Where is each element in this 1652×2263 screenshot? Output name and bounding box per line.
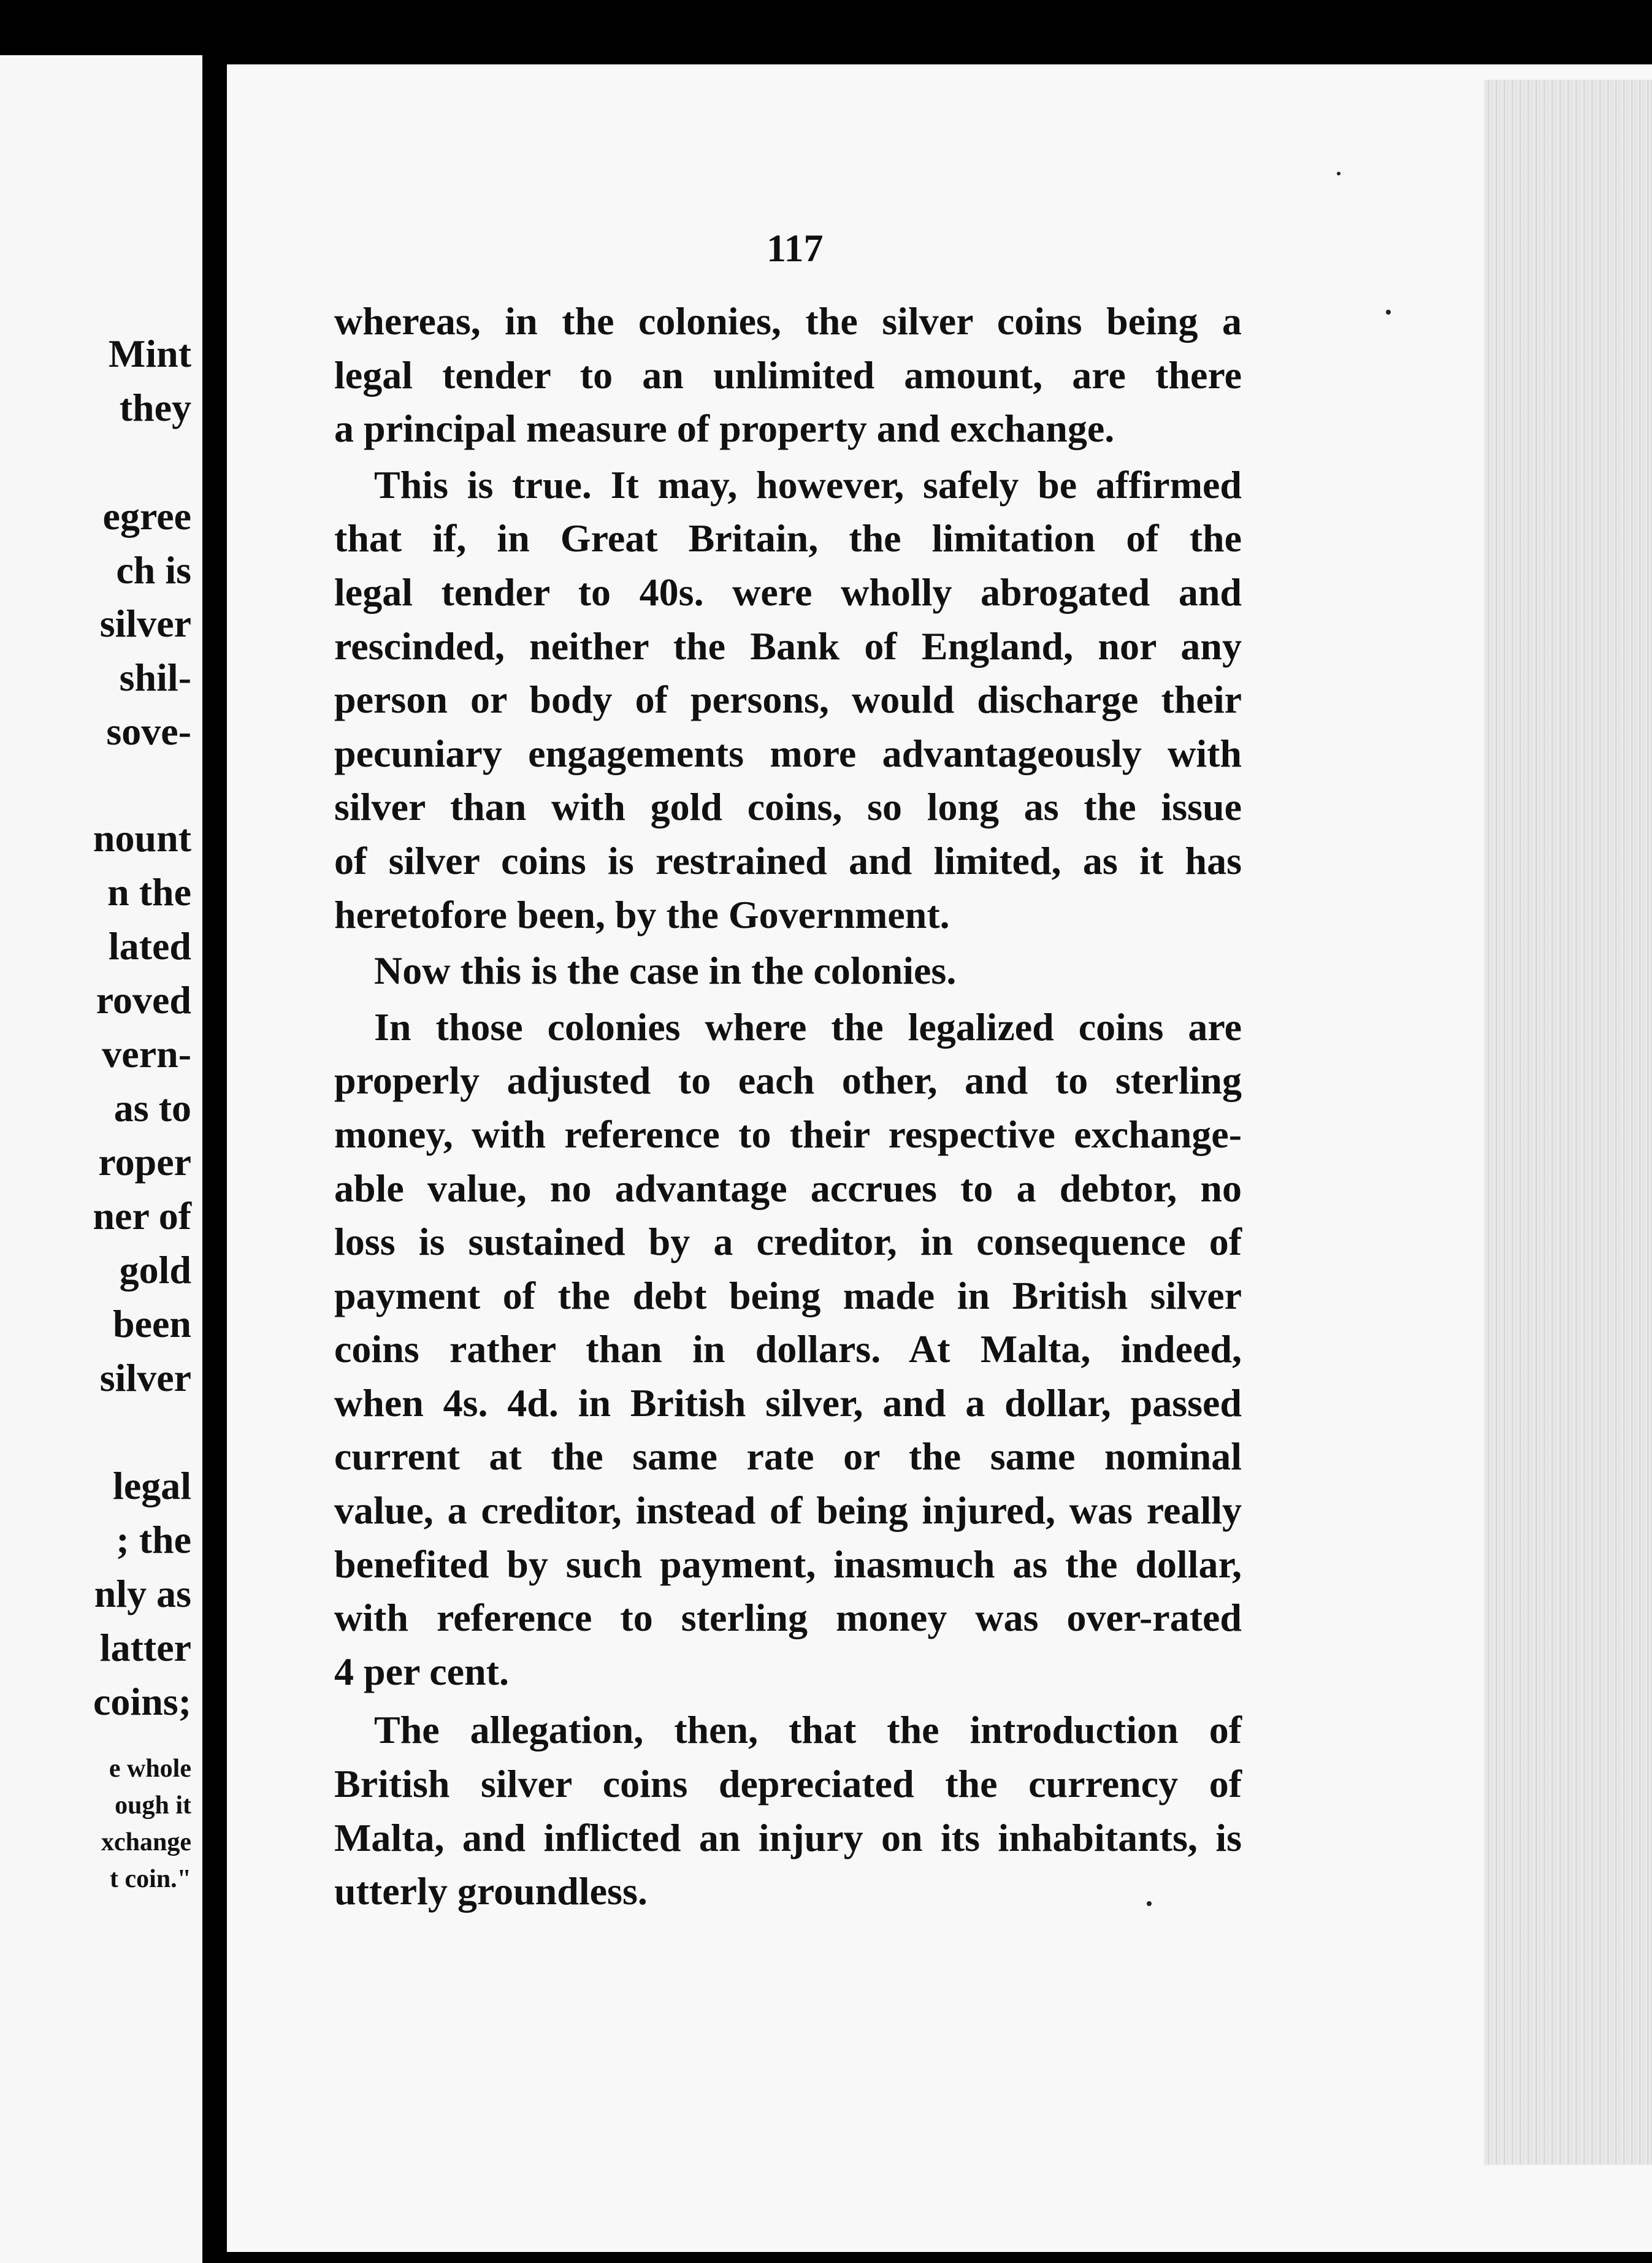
text-line: value, a creditor, instead of being injured, was really <box>334 1488 1242 1533</box>
text-line: loss is sustained by a creditor, in consequence of <box>334 1220 1242 1264</box>
text-line: with reference to sterling money was over-rated <box>334 1596 1242 1640</box>
text-line: The allegation, then, that the introduction of <box>374 1708 1242 1752</box>
text-line: Now this is the case in the colonies. <box>374 949 957 993</box>
page-edges <box>1484 80 1652 2165</box>
text-line: whereas, in the colonies, the silver coins being a <box>334 299 1242 343</box>
left-fragment: silver <box>99 1356 191 1400</box>
left-fragment: as to <box>113 1086 191 1130</box>
left-fragment: legal <box>113 1464 191 1507</box>
left-fragment: vern- <box>102 1032 191 1076</box>
left-fragment: ch is <box>116 548 191 592</box>
left-fragment: been <box>113 1302 191 1346</box>
left-fragment: roper <box>98 1140 191 1184</box>
left-fragment: nount <box>93 816 191 860</box>
text-line: pecuniary engagements more advantageously with <box>334 731 1242 775</box>
text-line: a principal measure of property and exchange. <box>334 407 1115 451</box>
paragraph <box>334 294 1242 456</box>
paper-speck <box>1337 172 1340 175</box>
text-line: Malta, and inflicted an injury on its inhabitants, is <box>334 1815 1242 1859</box>
text-line: British silver coins depreciated the currency of <box>334 1762 1242 1806</box>
left-fragment: lated <box>108 924 191 968</box>
left-fragment: egree <box>102 494 191 538</box>
text-line: In those colonies where the legalized coins are <box>374 1005 1242 1049</box>
text-line: able value, no advantage accrues to a debtor, no <box>334 1166 1242 1210</box>
left-fragment: sove- <box>106 710 191 753</box>
text-line: money, with reference to their respective exchange- <box>334 1112 1242 1156</box>
text-line: benefited by such payment, inasmuch as the dollar, <box>334 1542 1242 1586</box>
left-footnote-fragment: e whole <box>109 1755 191 1783</box>
book-gutter <box>202 55 227 2263</box>
paragraph <box>334 944 1242 998</box>
previous-page-fragment <box>0 55 202 2263</box>
left-fragment: ner of <box>93 1194 191 1238</box>
text-line: of silver coins is restrained and limited, as it has <box>334 838 1242 883</box>
text-line: rescinded, neither the Bank of England, nor any <box>334 624 1242 668</box>
paper-speck <box>1147 1901 1152 1906</box>
left-footnote-fragment: xchange <box>101 1828 191 1856</box>
left-fragment: ; the <box>116 1518 191 1561</box>
text-line: person or body of persons, would discharge their <box>334 678 1242 722</box>
text-line: properly adjusted to each other, and to sterling <box>334 1059 1242 1103</box>
left-fragment: latter <box>99 1626 191 1669</box>
text-line: that if, in Great Britain, the limitation of the <box>334 516 1242 561</box>
paper-speck <box>1386 310 1391 315</box>
left-footnote-fragment: ough it <box>115 1791 191 1820</box>
left-footnote-fragment: t coin." <box>110 1865 191 1893</box>
paragraph <box>334 1703 1242 1918</box>
left-fragment: roved <box>96 978 191 1022</box>
text-line: legal tender to an unlimited amount, are there <box>334 353 1242 397</box>
text-line: This is true. It may, however, safely be affirmed <box>374 462 1242 507</box>
text-line: utterly groundless. <box>334 1869 648 1913</box>
left-fragment: nly as <box>94 1572 191 1615</box>
text-line: 4 per cent. <box>334 1649 509 1693</box>
text-line: silver than with gold coins, so long as the issue <box>334 785 1242 829</box>
left-fragment: gold <box>119 1248 191 1292</box>
left-fragment: they <box>119 386 191 429</box>
page-number: 117 <box>767 226 824 270</box>
text-line: payment of the debt being made in British silver <box>334 1273 1242 1317</box>
text-line: heretofore been, by the Government. <box>334 892 950 936</box>
left-fragment: coins; <box>93 1680 191 1723</box>
left-fragment: silver <box>99 602 191 645</box>
page-body <box>334 294 1242 1918</box>
left-fragment: Mint <box>108 332 191 375</box>
left-fragment: shil- <box>119 656 191 699</box>
paragraph <box>334 458 1242 941</box>
text-line: legal tender to 40s. were wholly abrogated and <box>334 570 1242 614</box>
text-line: coins rather than in dollars. At Malta, indeed, <box>334 1327 1242 1371</box>
text-line: current at the same rate or the same nominal <box>334 1434 1242 1479</box>
text-line: when 4s. 4d. in British silver, and a dollar, passed <box>334 1380 1242 1425</box>
paragraph <box>334 1000 1242 1699</box>
left-fragment: n the <box>107 870 191 914</box>
